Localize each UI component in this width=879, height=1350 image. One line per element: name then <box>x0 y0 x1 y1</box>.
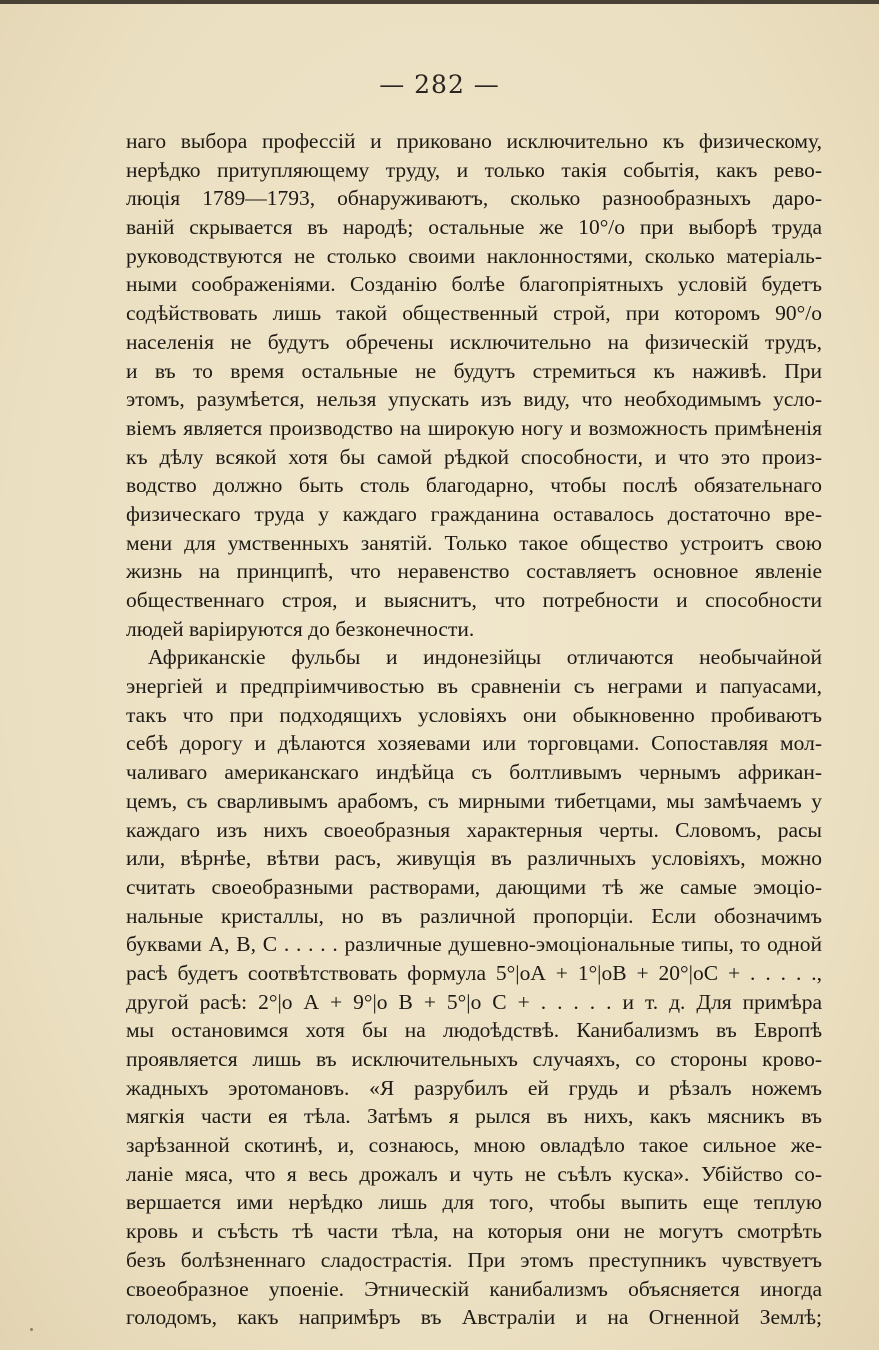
paper-speck <box>30 1328 33 1331</box>
text-line: физическаго труда у каждаго гражданина оставалось достаточно вре- <box>126 501 822 526</box>
text-line: своеобразное упоеніе. Этническій канибализмъ объясняется иногда <box>126 1276 822 1301</box>
text-line: мягкія части ея тѣла. Затѣмъ я рылся въ нихъ, какъ мясникъ въ <box>126 1104 822 1129</box>
paragraph-1 <box>126 127 822 643</box>
text-line: віемъ является производство на широкую ногу и возможность примѣненія <box>126 415 822 440</box>
text-line: наго выбора профессій и приковано исключительно къ физическому, <box>126 129 822 153</box>
text-line: чаливаго американскаго индѣйца съ болтливымъ чернымъ африкан- <box>126 760 822 785</box>
text-line: нальные кристаллы, но въ различной пропорціи. Если обозначимъ <box>126 903 822 928</box>
text-line: себѣ дорогу и дѣлаются хозяевами или торговцами. Сопоставляя мол- <box>126 731 822 756</box>
text-line: ваній скрывается въ народѣ; остальные же 10°/o при выборѣ труда <box>126 215 822 240</box>
body-text <box>126 127 822 1332</box>
text-line: руководствуются не столько своими наклонностями, сколько матеріаль- <box>126 243 822 268</box>
text-line: населенія не будутъ обречены исключительно на физическій трудъ, <box>126 329 822 354</box>
text-line: безъ болѣзненнаго сладострастія. При этомъ преступникъ чувствуетъ <box>126 1247 822 1272</box>
text-line: къ дѣлу всякой хотя бы самой рѣдкой способности, и что это произ- <box>126 444 822 469</box>
text-line: люція 1789—1793, обнаруживаютъ, сколько разнообразныхъ даро- <box>126 186 822 211</box>
text-line: мени для умственныхъ занятій. Только такое общество устроитъ свою <box>126 530 822 555</box>
text-line: людей варіируются до безконечности. <box>126 616 475 641</box>
text-line: расѣ будетъ соотвѣтствовать формула 5°|оА + 1°|оВ + 20°|оС + . . . . ., <box>126 960 822 985</box>
text-line: зарѣзанной скотинѣ, и, сознаюсь, мною овладѣло такое сильное же- <box>126 1133 822 1158</box>
text-line: Африканскіе фульбы и индонезійцы отличаются необычайной <box>148 645 822 670</box>
text-line: водство должно быть столь благодарно, чтобы послѣ обязательнаго <box>126 473 822 498</box>
text-line: ланіе мяса, что я весь дрожалъ и чуть не съѣлъ куска». Убійство со- <box>126 1161 822 1186</box>
text-line: другой расѣ: 2°|о А + 9°|о В + 5°|о С + . . . . . и т. д. Для примѣра <box>126 989 822 1014</box>
text-line: такъ что при подходящихъ условіяхъ они обыкновенно пробиваютъ <box>126 702 822 727</box>
text-line: или, вѣрнѣе, вѣтви расъ, живущія въ различныхъ условіяхъ, можно <box>126 846 822 871</box>
text-line: содѣйствовать лишь такой общественный строй, при которомъ 90°/o <box>126 301 822 326</box>
text-line: общественнаго строя, и выяснитъ, что потребности и способности <box>126 588 822 612</box>
text-line: мы остановимся хотя бы на людоѣдствѣ. Канибализмъ въ Европѣ <box>126 1018 822 1043</box>
text-line: этомъ, разумѣется, нельзя упускать изъ виду, что необходимымъ усло- <box>126 387 822 412</box>
text-line: ными соображеніями. Созданію болѣе благопріятныхъ условій будетъ <box>126 272 822 297</box>
text-line: каждаго изъ нихъ своеобразныя характерныя черты. Словомъ, расы <box>126 817 822 842</box>
text-line: жадныхъ эротомановъ. «Я разрубилъ ей грудь и рѣзалъ ножемъ <box>126 1075 822 1100</box>
text-line: голодомъ, какъ напримѣръ въ Австраліи и на Огненной Землѣ; <box>126 1305 822 1330</box>
text-line: считать своеобразными растворами, дающими тѣ же самые эмоціо- <box>126 874 822 899</box>
text-line: жизнь на принципѣ, что неравенство составляетъ основное явленіе <box>126 559 822 584</box>
text-line: и въ то время остальные не будутъ стремиться къ наживѣ. При <box>126 358 822 383</box>
page-top-edge <box>0 0 879 4</box>
text-line: проявляется лишь въ исключительныхъ случаяхъ, со стороны крово- <box>126 1047 822 1071</box>
page-number: — 282 — <box>379 70 500 99</box>
text-line: нерѣдко притупляющему труду, и только такія событія, какъ рево- <box>126 157 822 182</box>
text-line: буквами А, В, С . . . . . различные душевно-эмоціональные типы, то одной <box>126 932 822 957</box>
paragraph-2 <box>126 643 822 1332</box>
text-line: энергіей и предпріимчивостью въ сравненіи съ неграми и папуасами, <box>126 674 822 699</box>
text-line: вершается ими нерѣдко лишь для того, чтобы выпить еще теплую <box>126 1190 822 1215</box>
text-line: цемъ, съ сварливымъ арабомъ, съ мирными тибетцами, мы замѣчаемъ у <box>126 788 822 813</box>
text-line: кровь и съѣсть тѣ части тѣла, на которыя они не могутъ смотрѣть <box>126 1219 822 1244</box>
